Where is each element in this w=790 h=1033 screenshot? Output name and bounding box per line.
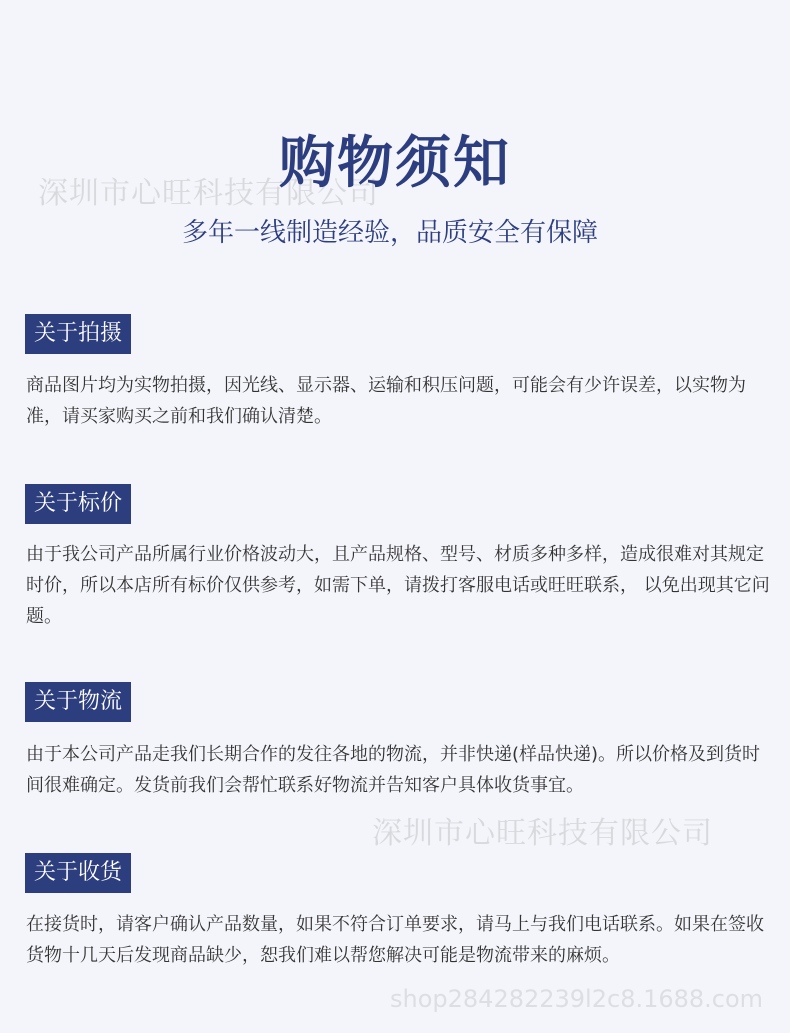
section-tag-logistics: 关于物流 bbox=[25, 682, 131, 722]
page-title: 购物须知 bbox=[279, 131, 511, 196]
company-watermark-mid: 深圳市心旺科技有限公司 bbox=[372, 816, 713, 851]
section-text-pricing: 由于我公司产品所属行业价格波动大，且产品规格、型号、材质多种多样，造成很难对其规定时价，所以本店所有标价仅供参考，如需下单，请拨打客服电话或旺旺联系， 以免出现其它问题。 bbox=[26, 544, 770, 627]
section-tag-receiving: 关于收货 bbox=[25, 853, 131, 893]
company-watermark-top: 深圳市心旺科技有限公司 bbox=[38, 176, 379, 211]
section-text-photography: 商品图片均为实物拍摄，因光线、显示器、运输和积压问题，可能会有少许误差，以实物为准，请买家购买之前和我们确认清楚。 bbox=[26, 375, 746, 427]
section-text-receiving: 在接货时，请客户确认产品数量，如果不符合订单要求，请马上与我们电话联系。如果在签收货物十几天后发现商品缺少，恕我们难以帮您解决可能是物流带来的麻烦。 bbox=[26, 914, 764, 966]
section-text-logistics: 由于本公司产品走我们长期合作的发往各地的物流，并非快递(样品快递)。所以价格及到货时间很难确定。发货前我们会帮忙联系好物流并告知客户具体收货事宜。 bbox=[26, 744, 761, 796]
section-tag-photography: 关于拍摄 bbox=[25, 314, 131, 354]
page-subtitle: 多年一线制造经验，品质安全有保障 bbox=[181, 218, 598, 248]
shop-url-watermark: shop284282239l2c8.1688.com bbox=[390, 985, 764, 1013]
section-tag-pricing: 关于标价 bbox=[25, 484, 131, 524]
